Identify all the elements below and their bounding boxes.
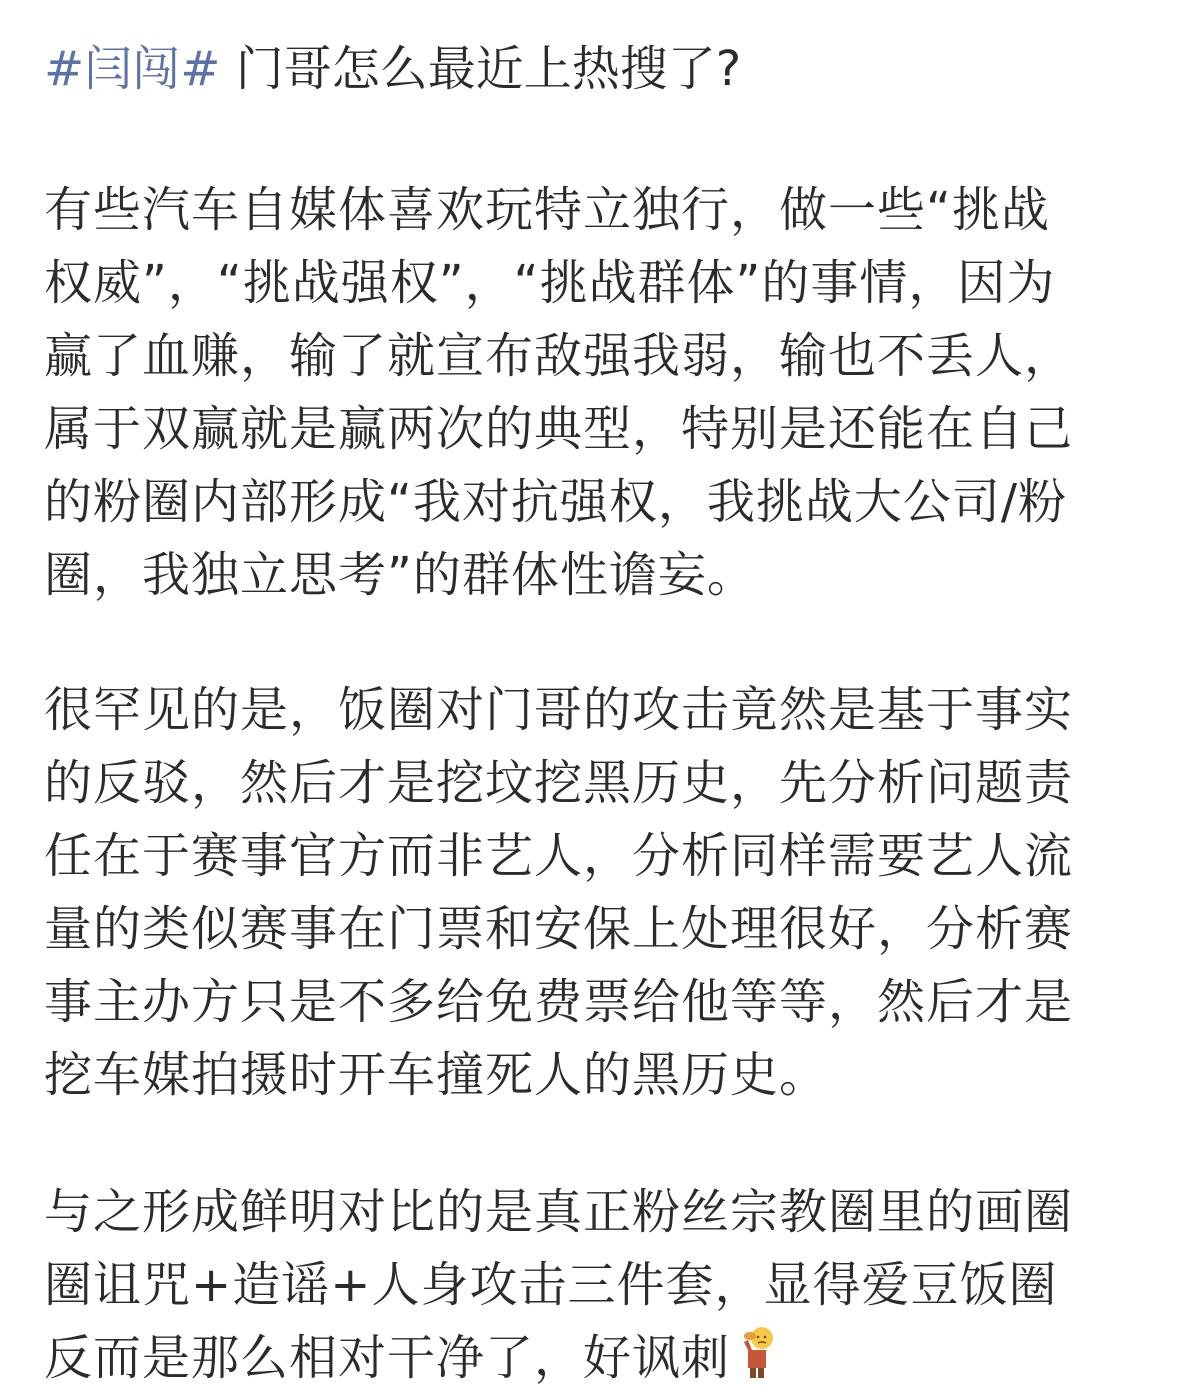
- paragraph-line: 圈，我独立思考”的群体性谵妄。: [44, 547, 756, 603]
- paragraph-line: 有些汽车自媒体喜欢玩特立独行，做一些“挑战: [44, 182, 1050, 238]
- paragraph-2: [44, 674, 1144, 1112]
- paragraph-line: 的粉圈内部形成“我对抗强权，我挑战大公司/粉: [44, 474, 1068, 530]
- paragraph-line: 挖车媒拍摄时开车撞死人的黑历史。: [44, 1047, 829, 1103]
- title-text: 门哥怎么最近上热搜了?: [220, 41, 742, 97]
- paragraph-line: 属于双赢就是赢两次的典型，特别是还能在自己: [44, 401, 1074, 457]
- paragraph-line: 圈诅咒+造谣+人身攻击三件套，显得爱豆饭圈: [44, 1257, 1058, 1313]
- hashtag-link[interactable]: #闫闯#: [44, 41, 221, 97]
- paragraph-line: 量的类似赛事在门票和安保上处理很好，分析赛: [44, 901, 1074, 957]
- paragraph-last-line: [44, 1322, 1144, 1395]
- paragraph-line: 赢了血赚，输了就宣布敌强我弱，输也不丢人，: [44, 328, 1074, 384]
- paragraph-line: 权威”，“挑战强权”，“挑战群体”的事情，因为: [44, 255, 1056, 311]
- paragraph-line: 任在于赛事官方而非艺人，分析同样需要艺人流: [44, 828, 1074, 884]
- paragraph-line: 与之形成鲜明对比的是真正粉丝宗教圈里的画圈: [44, 1184, 1074, 1240]
- paragraph-1: [44, 174, 1144, 612]
- paragraph-line: 事主办方只是不多给免费票给他等等，然后才是: [44, 974, 1074, 1030]
- paragraph-line-text: 反而是那么相对干净了，好讽刺: [44, 1330, 731, 1386]
- post-title: [44, 34, 741, 104]
- facepalm-emoji-icon: [736, 1324, 778, 1380]
- paragraph-line: 很罕见的是，饭圈对门哥的攻击竟然是基于事实: [44, 682, 1074, 738]
- paragraph-3: [44, 1176, 1144, 1395]
- paragraph-line: 的反驳，然后才是挖坟挖黑历史，先分析问题责: [44, 755, 1074, 811]
